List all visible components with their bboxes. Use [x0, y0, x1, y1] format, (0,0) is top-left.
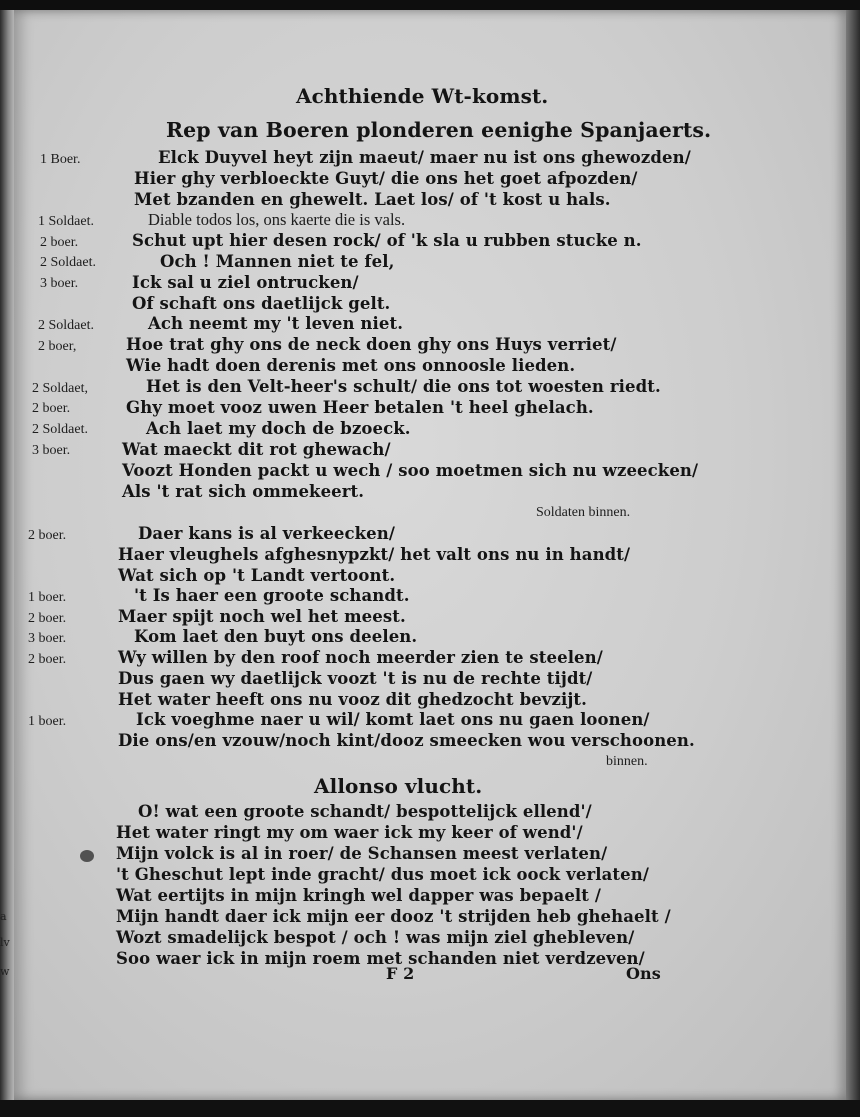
- verse-line: O! wat een groote schandt/ bespottelijck ellend'/: [138, 802, 592, 821]
- verse-line: Hoe trat ghy ons de neck doen ghy ons Huys verriet/: [126, 335, 617, 354]
- speaker-label: 1 Boer.: [40, 152, 81, 167]
- verse-line: Het water ringt my om waer ick my keer of wend'/: [116, 823, 583, 842]
- verse-line: Elck Duyvel heyt zijn maeut/ maer nu ist ons ghewozden/: [158, 148, 691, 167]
- verse-line: Wat maeckt dit rot ghewach/: [122, 440, 391, 459]
- verse-line: Diable todos los, ons kaerte die is vals.: [148, 210, 406, 229]
- facing-page-edge: [0, 10, 14, 1100]
- speaker-label: 3 boer.: [40, 276, 79, 291]
- speaker-label: 2 Soldaet.: [40, 255, 96, 270]
- speaker-label: 1 boer.: [28, 714, 67, 729]
- speaker-label: 2 Soldaet,: [32, 381, 88, 396]
- verse-line: Het water heeft ons nu vooz dit ghedzocht bevzijt.: [118, 690, 587, 709]
- verse-line: 't Gheschut lept inde gracht/ dus moet ick oock verlaten/: [116, 865, 649, 884]
- page-edge-right: [846, 10, 860, 1100]
- verse-line: Ghy moet vooz uwen Heer betalen 't heel ghelach.: [126, 398, 594, 417]
- verse-line: Ick sal u ziel ontrucken/: [132, 273, 359, 292]
- act-heading: Achthiende Wt-komst.: [296, 84, 549, 108]
- scene-title: Rep van Boeren plonderen eenighe Spanjaerts.: [166, 118, 712, 142]
- verse-line: Het is den Velt-heer's schult/ die ons tot woesten riedt.: [146, 377, 661, 396]
- verse-line: Ick voeghme naer u wil/ komt laet ons nu gaen loonen/: [136, 710, 650, 729]
- speaker-label: 1 boer.: [28, 590, 67, 605]
- stage-direction: binnen.: [606, 754, 648, 769]
- verse-line: Soo waer ick in mijn roem met schanden niet verdzeven/: [116, 949, 645, 968]
- verse-line: Och ! Mannen niet te fel,: [160, 252, 395, 271]
- speaker-label: 2 boer,: [38, 339, 77, 354]
- margin-mark: w: [0, 965, 10, 978]
- stage-direction: Soldaten binnen.: [536, 505, 631, 520]
- verse-line: Kom laet den buyt ons deelen.: [134, 627, 418, 646]
- verse-line: Of schaft ons daetlijck gelt.: [132, 294, 391, 313]
- speaker-label: 3 boer.: [32, 443, 71, 458]
- speaker-label: 2 Soldaet.: [32, 422, 88, 437]
- verse-line: Wy willen by den roof noch meerder zien te steelen/: [118, 648, 603, 667]
- verse-line: Wie hadt doen derenis met ons onnoosle lieden.: [126, 356, 576, 375]
- speaker-label: 2 boer.: [28, 611, 67, 626]
- margin-mark: a: [0, 910, 7, 923]
- speaker-label: 1 Soldaet.: [38, 214, 94, 229]
- signature-mark: F 2: [386, 964, 415, 983]
- speaker-label: 2 boer.: [32, 401, 71, 416]
- verse-line: 't Is haer een groote schandt.: [134, 586, 410, 605]
- speaker-label: 2 Soldaet.: [38, 318, 94, 333]
- speaker-label: 2 boer.: [28, 652, 67, 667]
- catchword: Ons: [626, 964, 661, 983]
- verse-line: Hier ghy verbloeckte Guyt/ die ons het goet afpozden/: [134, 169, 638, 188]
- ink-stain: [80, 850, 94, 862]
- margin-mark: lv: [0, 936, 10, 949]
- verse-line: Dus gaen wy daetlijck voozt 't is nu de rechte tijdt/: [118, 669, 593, 688]
- verse-line: Ach neemt my 't leven niet.: [148, 314, 404, 333]
- book-page: [14, 10, 846, 1100]
- scan-border-bottom: [0, 1100, 860, 1117]
- verse-line: Schut upt hier desen rock/ of 'k sla u rubben stucke n.: [132, 231, 642, 250]
- scan-border-top: [0, 0, 860, 10]
- speaker-label: 2 boer.: [40, 235, 79, 250]
- verse-line: Mijn volck is al in roer/ de Schansen meest verlaten/: [116, 844, 608, 863]
- speaker-label: 3 boer.: [28, 631, 67, 646]
- verse-line: Daer kans is al verkeecken/: [138, 524, 395, 543]
- section-title: Allonso vlucht.: [314, 774, 483, 798]
- verse-line: Ach laet my doch de bzoeck.: [146, 419, 411, 438]
- verse-line: Wat sich op 't Landt vertoont.: [118, 566, 396, 585]
- speaker-label: 2 boer.: [28, 528, 67, 543]
- verse-line: Wozt smadelijck bespot / och ! was mijn ziel ghebleven/: [116, 928, 635, 947]
- verse-line: Wat eertijts in mijn kringh wel dapper was bepaelt /: [116, 886, 601, 905]
- verse-line: Mijn handt daer ick mijn eer dooz 't strijden heb ghehaelt /: [116, 907, 671, 926]
- verse-line: Voozt Honden packt u wech / soo moetmen sich nu wzeecken/: [122, 461, 699, 480]
- verse-line: Als 't rat sich ommekeert.: [122, 482, 365, 501]
- verse-line: Maer spijt noch wel het meest.: [118, 607, 406, 626]
- verse-line: Met bzanden en ghewelt. Laet los/ of 't kost u hals.: [134, 190, 611, 209]
- verse-line: Die ons/en vzouw/noch kint/dooz smeecken wou verschoonen.: [118, 731, 695, 750]
- verse-line: Haer vleughels afghesnypzkt/ het valt ons nu in handt/: [118, 545, 631, 564]
